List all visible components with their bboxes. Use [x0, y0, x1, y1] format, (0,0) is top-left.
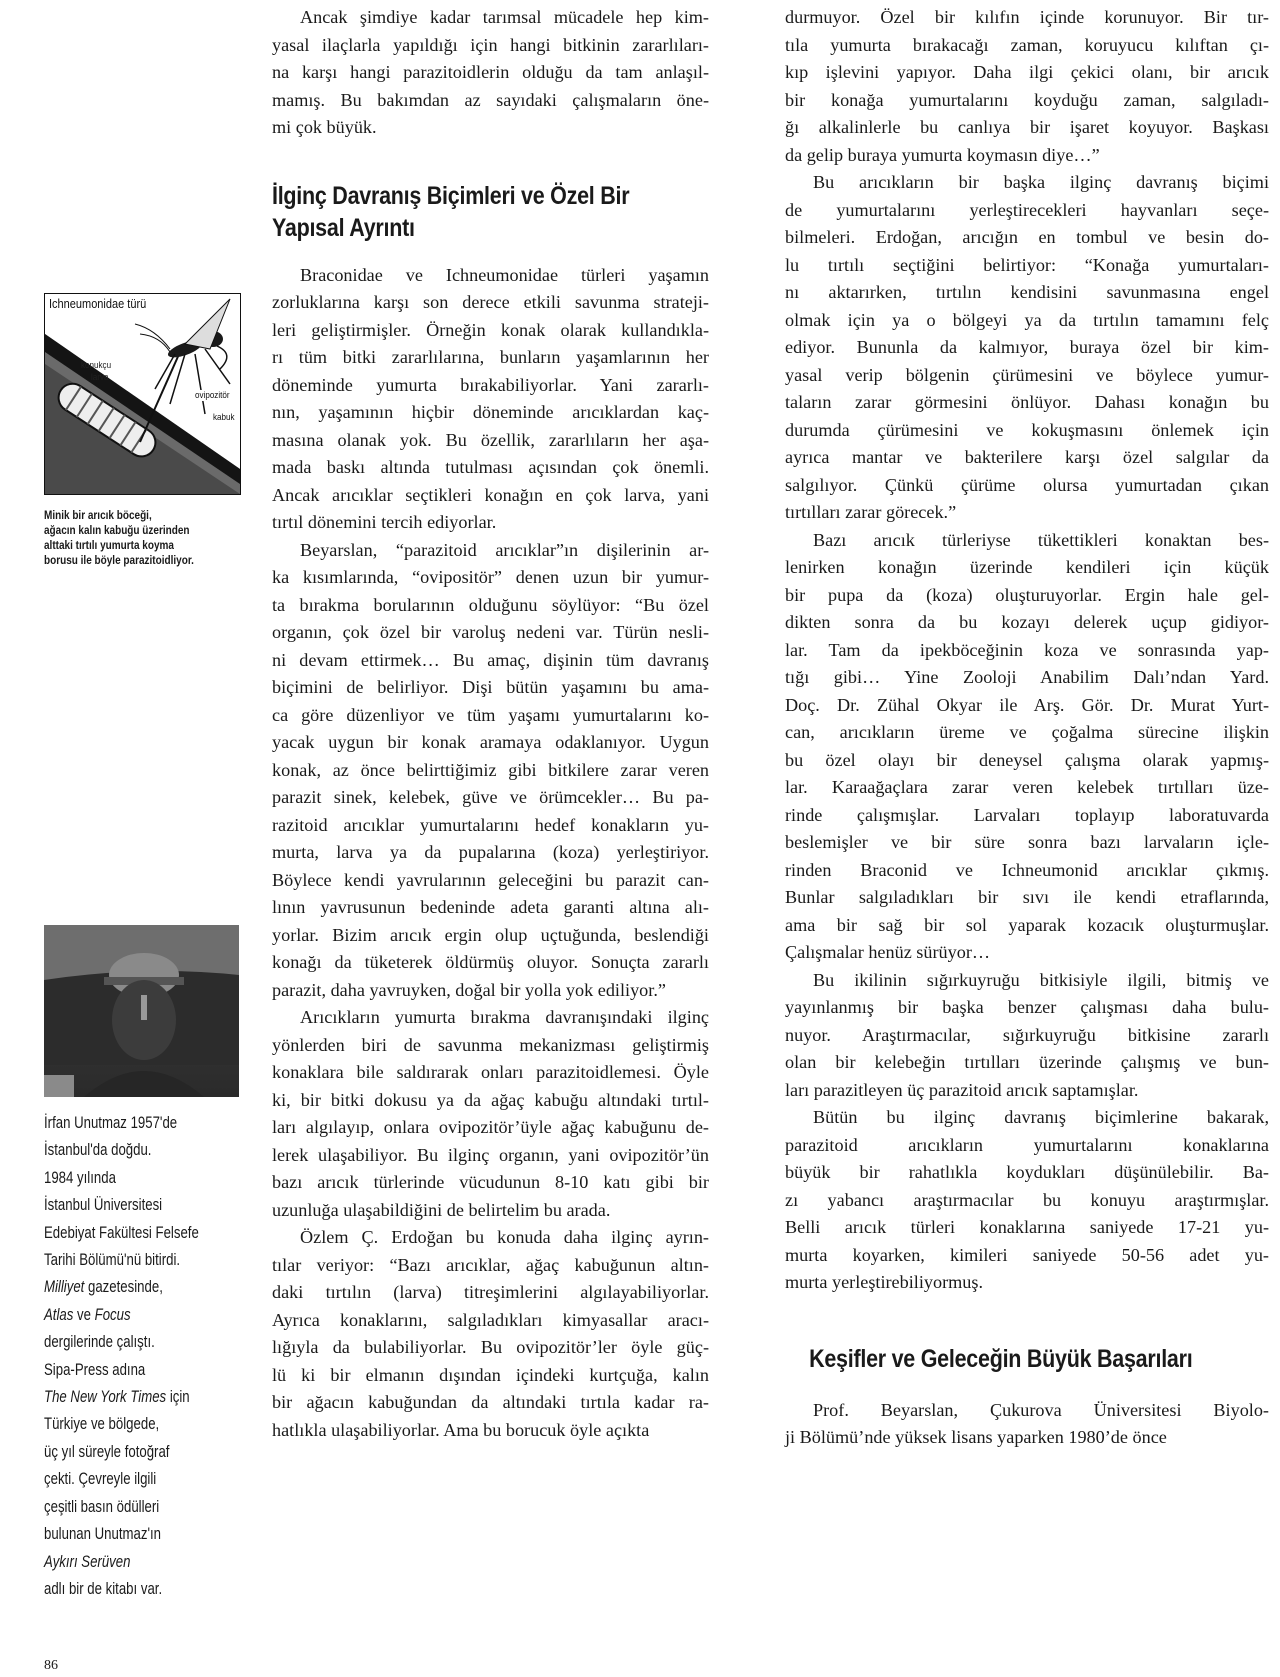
body-paragraph	[272, 1224, 709, 1444]
text-line: Prof. Beyarslan, Çukurova Üniversitesi Biyolo-	[813, 1399, 1269, 1420]
text-line: bir ağacın kabuğundan da altındaki tırtıla kadar ra-	[272, 1392, 709, 1412]
figure-label-larva: larva	[91, 372, 109, 383]
text-line: leri geliştirmişler. Örneğin konak olarak kullandıkla-	[272, 319, 709, 340]
text-line: Arıcıkların yumurta bırakma davranışındaki ilginç	[300, 1007, 709, 1027]
text-line: Braconidae ve Ichneumonidae türleri yaşamın	[300, 264, 709, 285]
caption-line: ağacın kalın kabuğu üzerinden	[44, 523, 190, 537]
bio-line: çekti. Çevreyle ilgili	[44, 1470, 157, 1489]
body-paragraph	[272, 262, 709, 537]
bio-text: için	[166, 1388, 190, 1407]
bio-line: 1984 yılında	[44, 1168, 116, 1187]
text-line: Ancak arıcıklar seçtikleri konağın en çok larva, yani	[272, 484, 709, 505]
text-line: Bazı arıcık türleriyse tükettikleri konaktan bes-	[813, 529, 1269, 550]
text-line: Ayrıca konaklarını, salgıladıkları kimyasallar aracı-	[272, 1309, 709, 1330]
text-line: parazit sinek, kelebek, güve ve örümcekler… Bu pa-	[272, 787, 709, 807]
intro-paragraph	[272, 4, 709, 142]
text-line: rinden Braconid ve Ichneumonid arıcıklar çıkmış.	[785, 859, 1269, 880]
text-line: Böylece kendi yavrularının geleceğini bu parazit can-	[272, 869, 709, 890]
text-line: yönlerden biri de savunma mekanizması geliştirmiş	[272, 1034, 709, 1055]
text-line: ki, bir bitki dokusu ya da ağaç kabuğu altındaki tırtıl-	[272, 1089, 709, 1110]
text-line: yorlar. Bizim arıcık ergin olup uçtuğunda, beslendiği	[272, 924, 709, 945]
bio-text: gazetesinde,	[84, 1278, 163, 1297]
text-line: yasal verip bölgenin çürümesini ve böylece yumur-	[785, 364, 1269, 385]
text-line: ka kısımlarında, “ovipositör” denen uzun bir yumur-	[272, 567, 709, 587]
text-line: taların zarar görmesini önlüyor. Dahası konağın bu	[785, 392, 1269, 412]
figure-caption	[44, 508, 208, 568]
text-line: ama bir sağ bir sol yaparak kozacık oluşturmuşlar.	[785, 914, 1269, 935]
text-line: Özlem Ç. Erdoğan bu konuda daha ilginç ayrın-	[300, 1227, 709, 1247]
text-line: uzunluğa ulaşabildiğini de belirtelim bu arada.	[272, 1199, 611, 1220]
body-paragraph	[785, 1397, 1269, 1452]
publication-name: Focus	[94, 1305, 131, 1324]
caption-line: Minik bir arıcık böceği,	[44, 508, 152, 522]
text-line: na karşı hangi parazitoidlerin olduğu da tam anlaşıl-	[272, 62, 709, 82]
figure-title: Ichneumonidae türü	[49, 297, 147, 311]
article-column-middle	[272, 4, 709, 1444]
body-paragraph	[272, 537, 709, 1005]
text-line: rinde çalışmışlar. Larvaları toplayıp laboratuvarda	[785, 804, 1269, 825]
text-line: döneminde yumurta bırakabiliyorlar. Yani zararlı-	[272, 374, 709, 395]
text-line: mada baskı altında tutulması açısından çok önemli.	[272, 457, 709, 477]
text-line: lu tırtılı seçtiğini belirtiyor: “Konağa yumurtaları-	[785, 254, 1269, 275]
text-line: konak, az önce belirttiğimiz gibi bitkilere zarar veren	[272, 759, 709, 780]
caption-line: borusu ile böyle parazitoidliyor.	[44, 553, 194, 567]
bio-line: İstanbul Üniversitesi	[44, 1196, 163, 1215]
body-paragraph	[785, 967, 1269, 1105]
figure-label-konukcu: konukçu	[81, 360, 112, 371]
bio-line: dergilerinde çalıştı.	[44, 1333, 155, 1352]
text-line: tırtıl dönemini tercih ediyorlar.	[272, 512, 497, 532]
portrait-icon	[44, 925, 239, 1097]
text-line: dikten sonra da bu kozayı delerek uçup gidiyor-	[785, 612, 1269, 632]
text-line: ediyor. Bununla da kalmıyor, buraya özel bir kim-	[785, 337, 1269, 357]
section-heading-2: Keşifler ve Geleceğin Büyük Başarıları	[809, 1344, 1193, 1373]
wasp-illustration	[44, 293, 241, 495]
publication-name: Atlas	[44, 1305, 74, 1324]
text-line: bir konağa yumurtalarını koyduğu zaman, salgıladı-	[785, 89, 1269, 110]
text-line: durumda çürümesini ve kokuşmasını önlemek için	[785, 419, 1269, 440]
caption-line: alttaki tırtılı yumurta koyma	[44, 538, 174, 552]
bio-line: İrfan Unutmaz 1957'de	[44, 1114, 178, 1132]
text-line: tığı gibi… Yine Zooloji Anabilim Dalı’ndan Yard.	[785, 667, 1269, 687]
text-line: ji Bölümü’nde yüksek lisans yaparken 1980’de önce	[785, 1427, 1167, 1447]
text-line: tıla yumurta bırakacağı zaman, koruyucu kılıftan çı-	[785, 34, 1269, 55]
text-line: lerek ulaşabiliyor. Bu ilginç organın, yani ovipozitör’ün	[272, 1144, 709, 1165]
text-line: bu özel olayı bir deneysel çalışma olarak yapmış-	[785, 749, 1269, 770]
bio-line	[44, 1549, 212, 1576]
author-photo	[44, 925, 239, 1097]
text-line: Belli arıcık türleri konaklarına saniyede 17-21 yu-	[785, 1217, 1269, 1237]
text-line: ta bırakma borularının olduğunu söylüyor: “Bu özel	[272, 594, 709, 615]
text-line: kıp işlevini yapıyor. Daha ilgi çekici olanı, bir arıcık	[785, 62, 1269, 82]
text-line: ları algılayıp, onlara ovipozitör’üyle ağaç kabuğunu de-	[272, 1117, 709, 1137]
text-line: nın, yaşamının hiçbir döneminde arıcıklardan kaç-	[272, 402, 709, 422]
text-line: can, arıcıkların üreme ve çoğalma sürecine ilişkin	[785, 722, 1269, 742]
text-line: Ancak şimdiye kadar tarımsal mücadele hep kim-	[300, 7, 709, 27]
text-line: ni devam ettirmek… Bu amaç, dişinin tüm davranış	[272, 649, 709, 670]
bio-line: Edebiyat Fakültesi Felsefe	[44, 1223, 199, 1242]
text-line: organın, çok özel bir varoluş nedeni var. Türün nesli-	[272, 622, 709, 642]
section-heading-1	[272, 180, 648, 244]
text-line: daki tırtılın (larva) titreşimlerini algılayabiliyorlar.	[272, 1282, 709, 1302]
bio-line: çeşitli basın ödülleri	[44, 1497, 160, 1516]
article-column-right	[785, 4, 1269, 1452]
sidebar	[0, 0, 250, 1677]
text-line: Çalışmalar henüz sürüyor…	[785, 942, 991, 962]
text-line: Doç. Dr. Zühal Okyar ile Arş. Gör. Dr. Murat Yurt-	[785, 694, 1269, 715]
text-line: ayrıca mantar ve bakterilere karşı özel salgılar da	[785, 447, 1269, 467]
text-line: durmuyor. Özel bir kılıfın içinde korunuyor. Bir tır-	[785, 7, 1269, 27]
text-line: Bunlar salgıladıkları bir sıvı ile kendi etraflarında,	[785, 887, 1269, 907]
text-line: murta koyarken, kimileri saniyede 50-56 adet yu-	[785, 1244, 1269, 1265]
text-line: yasal ilaçlarla yapıldığı için hangi bitkinin zararlıları-	[272, 34, 709, 55]
text-line: Beyarslan, “parazitoid arıcıklar”ın dişilerinin ar-	[300, 539, 709, 560]
bio-line: Tarihi Bölümü'nü bitirdi.	[44, 1251, 181, 1270]
text-line: parazit, daha yavruyken, doğal bir yolla yok ediliyor.”	[272, 979, 666, 1000]
publication-name: Milliyet	[44, 1278, 85, 1297]
text-line: konaklara bile saldırarak onları parazitoidlemesi. Öyle	[272, 1062, 709, 1082]
text-line: nuyor. Araştırmacılar, sığırkuyruğu bitkisine zararlı	[785, 1024, 1269, 1045]
text-line: konağı da tüketerek öldürmüş oluyor. Sonuçta zararlı	[272, 952, 709, 972]
text-line: tılar veriyor: “Bazı arıcıklar, ağaç kabuğunun altın-	[272, 1254, 709, 1275]
body-paragraph	[272, 1004, 709, 1224]
text-line: Bu ikilinin sığırkuyruğu bitkisiyle ilgili, bitmiş ve	[813, 969, 1269, 990]
text-line: da gelip buraya yumurta koymasın diye…”	[785, 144, 1100, 165]
text-line: ca göre düzenliyor ve tüm yaşamı yumurtalarını ko-	[272, 704, 709, 725]
text-line: mi çok büyük.	[272, 117, 377, 137]
text-line: lığıyla da bulabiliyorlar. Bu ovipozitör’ler öyle güç-	[272, 1337, 709, 1357]
text-line: mamış. Bu bakımdan az sayıdaki çalışmaların öne-	[272, 89, 709, 110]
text-line: rı tüm bitki zararlılarına, bunların yaşamlarının her	[272, 347, 709, 367]
text-line: lar. Tam da ipekböceğinin koza ve sonrasında yap-	[785, 639, 1269, 660]
heading-line: Yapısal Ayrıntı	[272, 213, 415, 242]
heading-line: İlginç Davranış Biçimleri ve Özel Bir	[272, 181, 630, 210]
text-line: büyük bir rahatlıkla koydukları düşünülebilir. Ba-	[785, 1162, 1269, 1182]
book-title: Aykırı Serüven	[44, 1552, 131, 1571]
bio-line: Türkiye ve bölgede,	[44, 1415, 160, 1434]
text-line: nı aktarırken, tırtılın kendisini savunmasına engel	[785, 282, 1269, 302]
text-line: Bu arıcıkların bir başka ilginç davranış biçimi	[813, 172, 1269, 192]
text-line: parazitoid arıcıkların yumurtalarını konaklarına	[785, 1134, 1269, 1155]
body-paragraph	[785, 527, 1269, 967]
bio-line: bulunan Unutmaz'ın	[44, 1525, 161, 1544]
author-bio	[44, 1110, 212, 1603]
text-line: biçimini de belirliyor. Dişi bütün yaşamını bu ama-	[272, 677, 709, 697]
text-line: zı yabancı araştırmacılar bu konuyu araştırmışlar.	[785, 1189, 1269, 1210]
bio-line	[44, 1274, 212, 1301]
text-line: bir pupa da (koza) oluşturuyorlar. Ergin hale gel-	[785, 584, 1269, 605]
page-number: 86	[44, 1658, 58, 1673]
figure-label-kabuk: kabuk	[213, 412, 235, 423]
text-line: zorluklarına karşı son derece etkili savunma strateji-	[272, 292, 709, 312]
figure-label-ovipozitor: ovipozitör	[195, 390, 230, 401]
bio-line: İstanbul'da doğdu.	[44, 1141, 152, 1160]
text-line: masına olanak yok. Bu özellik, zararlıların her aşa-	[272, 429, 709, 450]
text-line: hatlıkla ulaşabiliyorlar. Ama bu borucuk öyle açıkta	[272, 1419, 650, 1440]
text-line: lü ki bir elmanın dışından içindeki kurtçuğa, kalın	[272, 1364, 709, 1385]
bio-line	[44, 1384, 212, 1411]
text-line: yayınlanmış bir başka benzer çalışması daha bulu-	[785, 997, 1269, 1017]
bio-line: üç yıl süreyle fotoğraf	[44, 1442, 170, 1461]
publication-name: The New York Times	[44, 1388, 167, 1407]
text-line: murta, larva ya da pupalarına (koza) yerleştiriyor.	[272, 842, 709, 862]
text-line: lının yavrusunun bedeninde adeta garanti altına alı-	[272, 897, 709, 917]
text-line: razitoid arıcıklar yumurtalarını hedef konakların yu-	[272, 814, 709, 835]
text-line: tırtılları zarar görecek.”	[785, 502, 957, 522]
bio-line: adlı bir de kitabı var.	[44, 1579, 163, 1598]
text-line: lar. Karaağaçlara zarar veren kelebek tırtılları üze-	[785, 777, 1269, 797]
text-line: Bütün bu ilginç davranış biçimlerine bakarak,	[813, 1107, 1269, 1127]
text-line: murta yerleştirebiliyormuş.	[785, 1272, 983, 1292]
text-line: lenirken konağın üzerinde kendileri için küçük	[785, 557, 1269, 577]
text-line: yacak uygun bir konak aramaya odaklanıyor. Uygun	[272, 732, 709, 752]
body-paragraph	[785, 169, 1269, 527]
text-line: beslemişler ve bir süre sonra bazı larvaların içle-	[785, 832, 1269, 852]
bio-line	[44, 1302, 212, 1329]
text-line: olan bir kelebeğin tırtılları üzerinde çalışmış ve bun-	[785, 1052, 1269, 1072]
bio-line: Sipa-Press adına	[44, 1360, 146, 1379]
bio-text: ve	[73, 1305, 95, 1324]
text-line: olmak için ya o bölgeyi ya da tırtılın tamamını felç	[785, 309, 1269, 330]
text-line: bilmeleri. Erdoğan, arıcığın en tombul ve besin do-	[785, 227, 1269, 247]
text-line: ları parazitleyen üç parazitoid arıcık saptamışlar.	[785, 1079, 1139, 1100]
text-line: bazı arıcık türlerinde vücudunun 8-10 katı gibi bir	[272, 1172, 709, 1192]
text-line: de yumurtalarını yerleştirecekleri hayvanları seçe-	[785, 199, 1269, 220]
text-line: ğı alkalinlerle bu canlıya bir işaret koyuyor. Başkası	[785, 117, 1269, 137]
body-paragraph	[785, 1104, 1269, 1297]
text-line: salgılıyor. Çünkü çürüme olursa yumurtadan çıkan	[785, 474, 1269, 495]
body-paragraph	[785, 4, 1269, 169]
